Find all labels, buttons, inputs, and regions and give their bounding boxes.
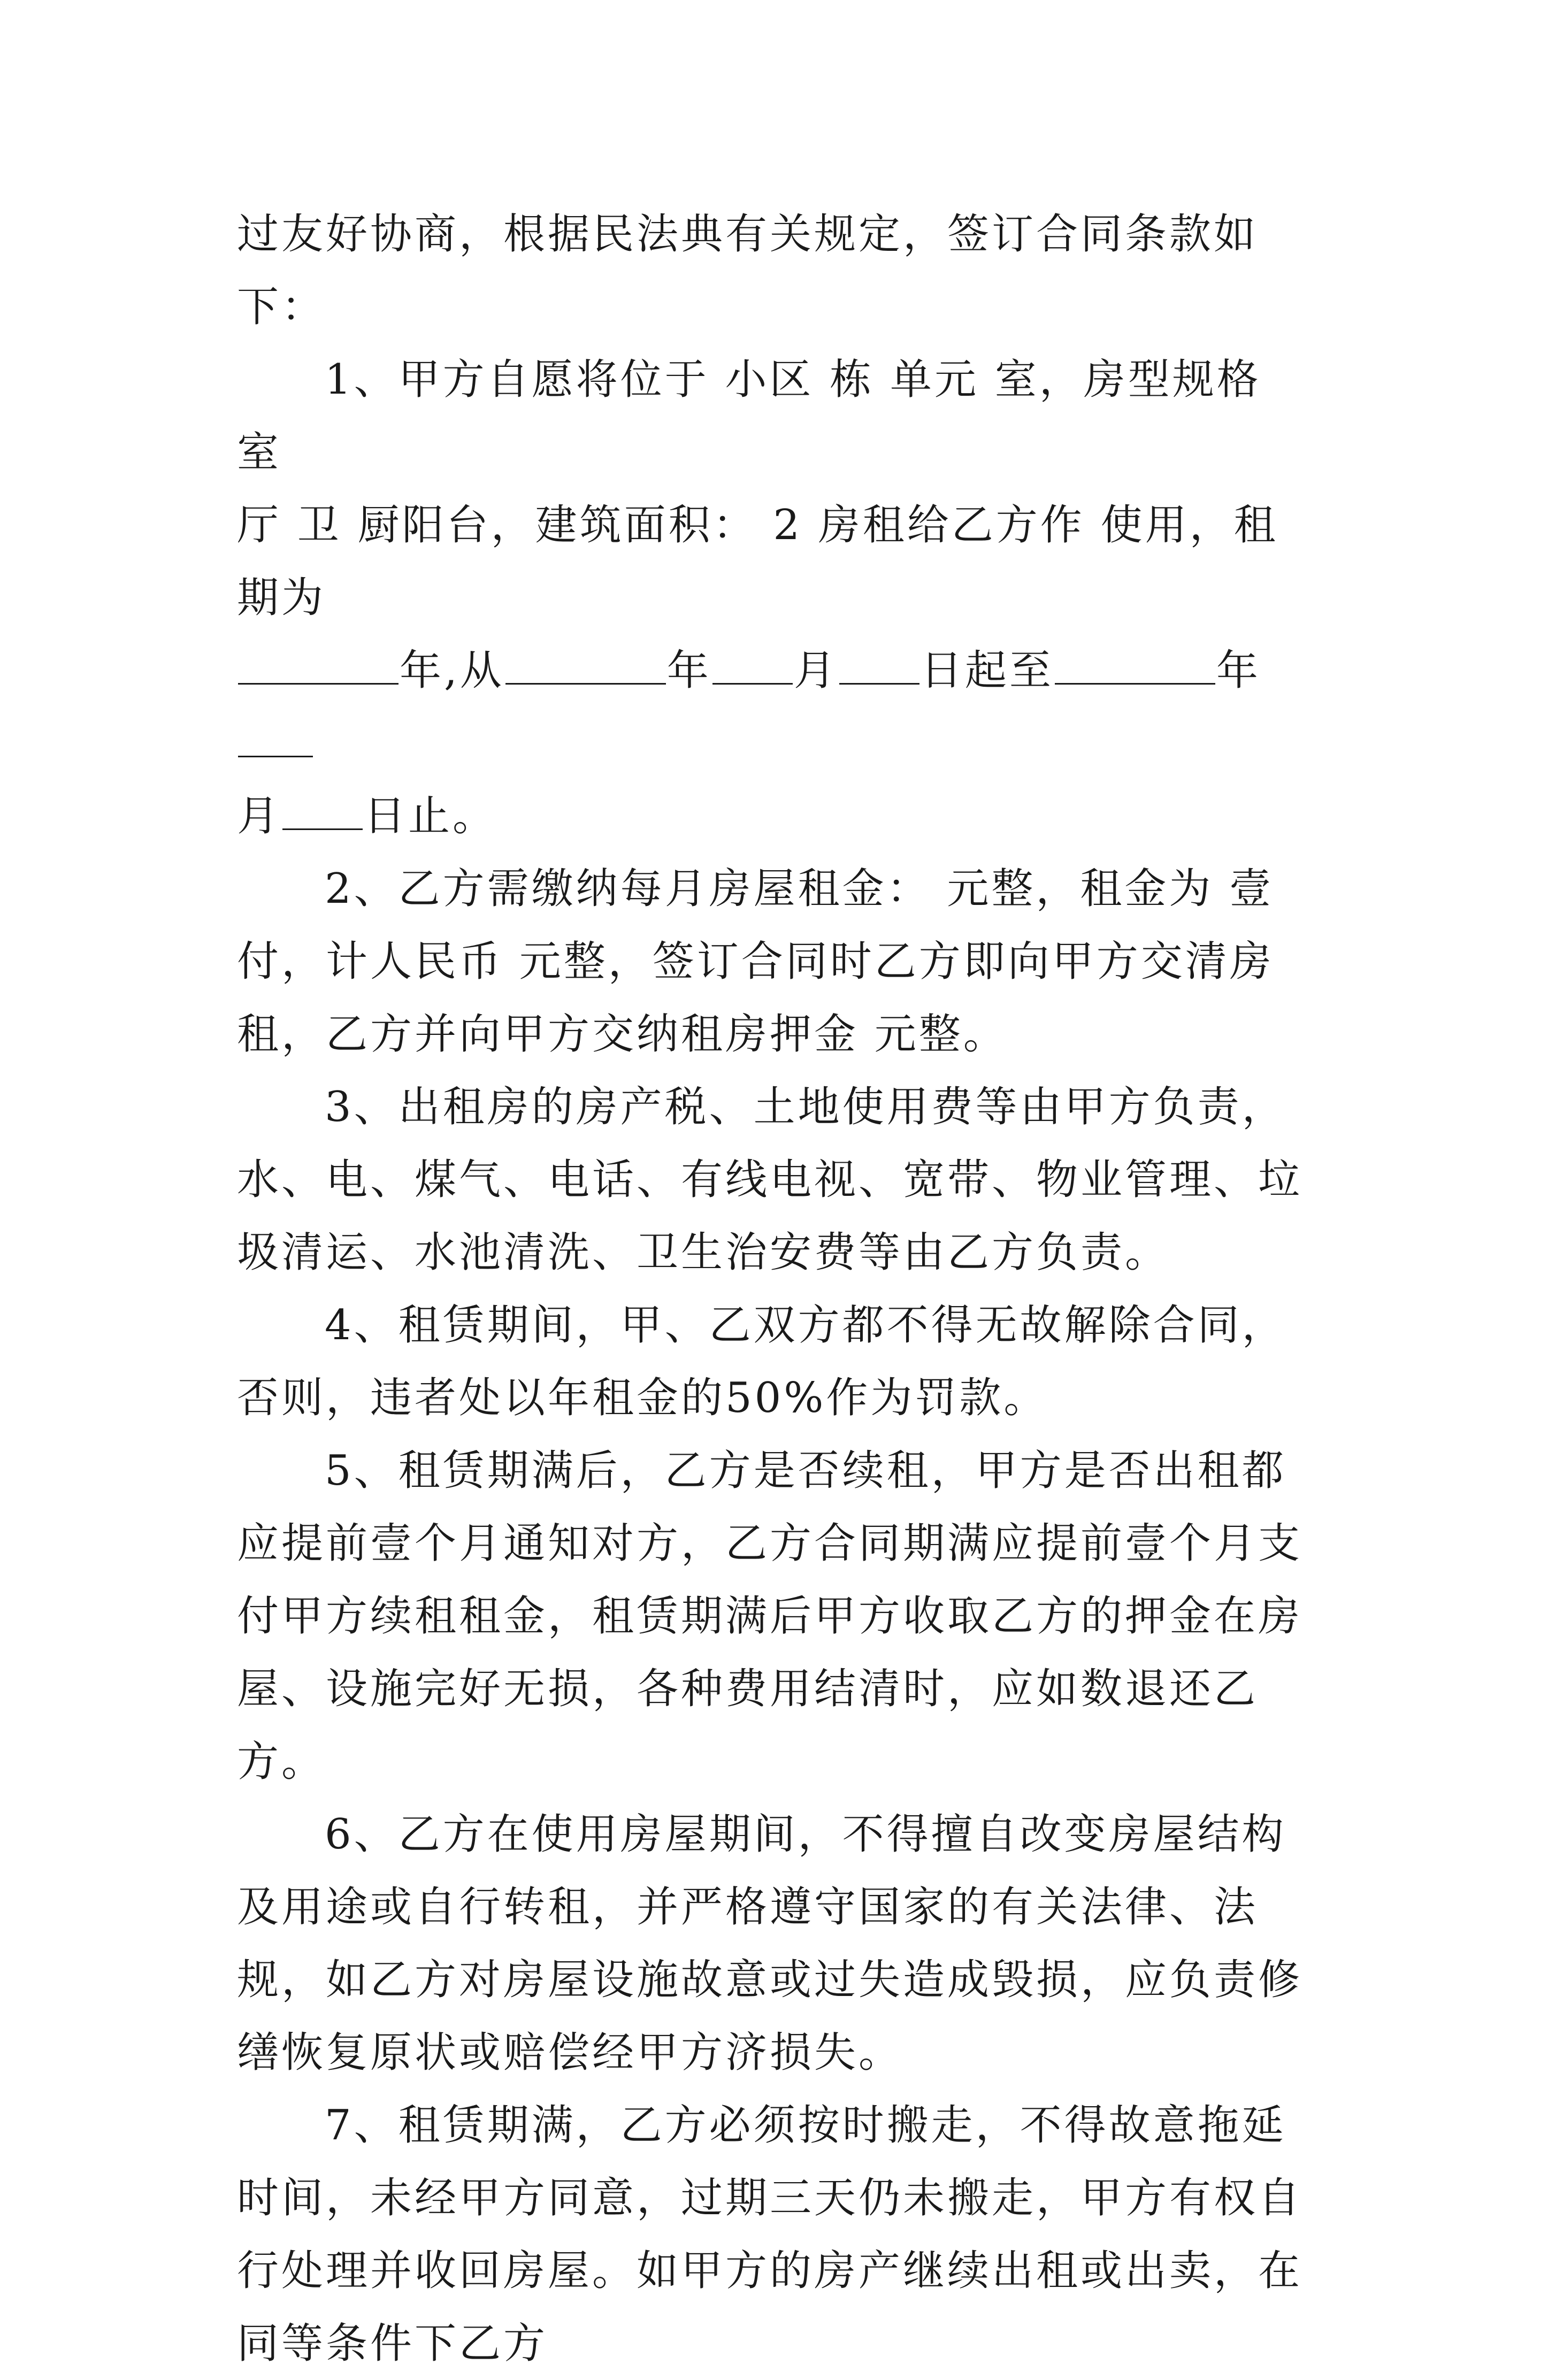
clause-1 [237, 343, 1317, 853]
label-year-from: 年,从 [400, 647, 504, 695]
clause-2: 2、乙方需缴纳每月房屋租金： 元整，租金为 壹付，计人民币 元整，签订合同时乙方即向甲方交清房租，乙方并向甲方交纳租房押金 元整。 [237, 865, 1274, 1058]
blank-start-month [712, 646, 793, 685]
blank-start-year [505, 646, 666, 685]
clause-4: 4、租赁期间，甲、乙双方都不得无故解除合同，否则，违者处以年租金的50%作为罚款。 [237, 1301, 1286, 1422]
clause-1-line-1: 1、甲方自愿将位于 小区 栋 单元 室，房型规格 室 [237, 356, 1261, 477]
blank-end-day [282, 791, 363, 830]
clause-7: 7、租赁期满，乙方必须按时搬走，不得故意拖延时间，未经甲方同意，过期三天仍未搬走，甲方有权自行处理并收回房屋。如甲方的房产继续出租或出卖，在同等条件下乙方 [237, 2101, 1303, 2368]
label-day-from: 日起至 [920, 647, 1054, 695]
clause-6: 6、乙方在使用房屋期间，不得擅自改变房屋结构及用途或自行转租，并严格遵守国家的有关法律、法规，如乙方对房屋设施故意或过失造成毁损，应负责修缮恢复原状或赔偿经甲方济损失。 [237, 1810, 1303, 2077]
label-day-end: 日止。 [364, 792, 497, 840]
blank-end-year [1055, 646, 1215, 685]
blank-end-month-tail [238, 718, 313, 757]
clause-1-line-2: 厅 卫 厨阳台，建筑面积： 2 房租给乙方作 使用，租期为 [237, 501, 1278, 622]
blank-start-day [839, 646, 919, 685]
label-month: 月 [793, 647, 838, 695]
blank-lease-years [238, 646, 399, 685]
clause-3: 3、出租房的房产税、土地使用费等由甲方负责，水、电、煤气、电话、有线电视、宽带、物业管理、垃圾清运、水池清洗、卫生治安费等由乙方负责。 [237, 1083, 1303, 1277]
label-year-end: 年 [1216, 647, 1261, 695]
label-year: 年 [666, 647, 711, 695]
contract-body [237, 198, 1317, 2380]
clause-5: 5、租赁期满后，乙方是否续租，甲方是否出租都应提前壹个月通知对方，乙方合同期满应提前壹个月支付甲方续租租金，租赁期满后甲方收取乙方的押金在房屋、设施完好无损，各种费用结清时，应如数退还乙方。 [237, 1447, 1303, 1786]
intro-paragraph: 过友好协商，根据民法典有关规定，签订合同条款如下： [237, 210, 1259, 331]
label-month-end: 月 [237, 792, 282, 840]
